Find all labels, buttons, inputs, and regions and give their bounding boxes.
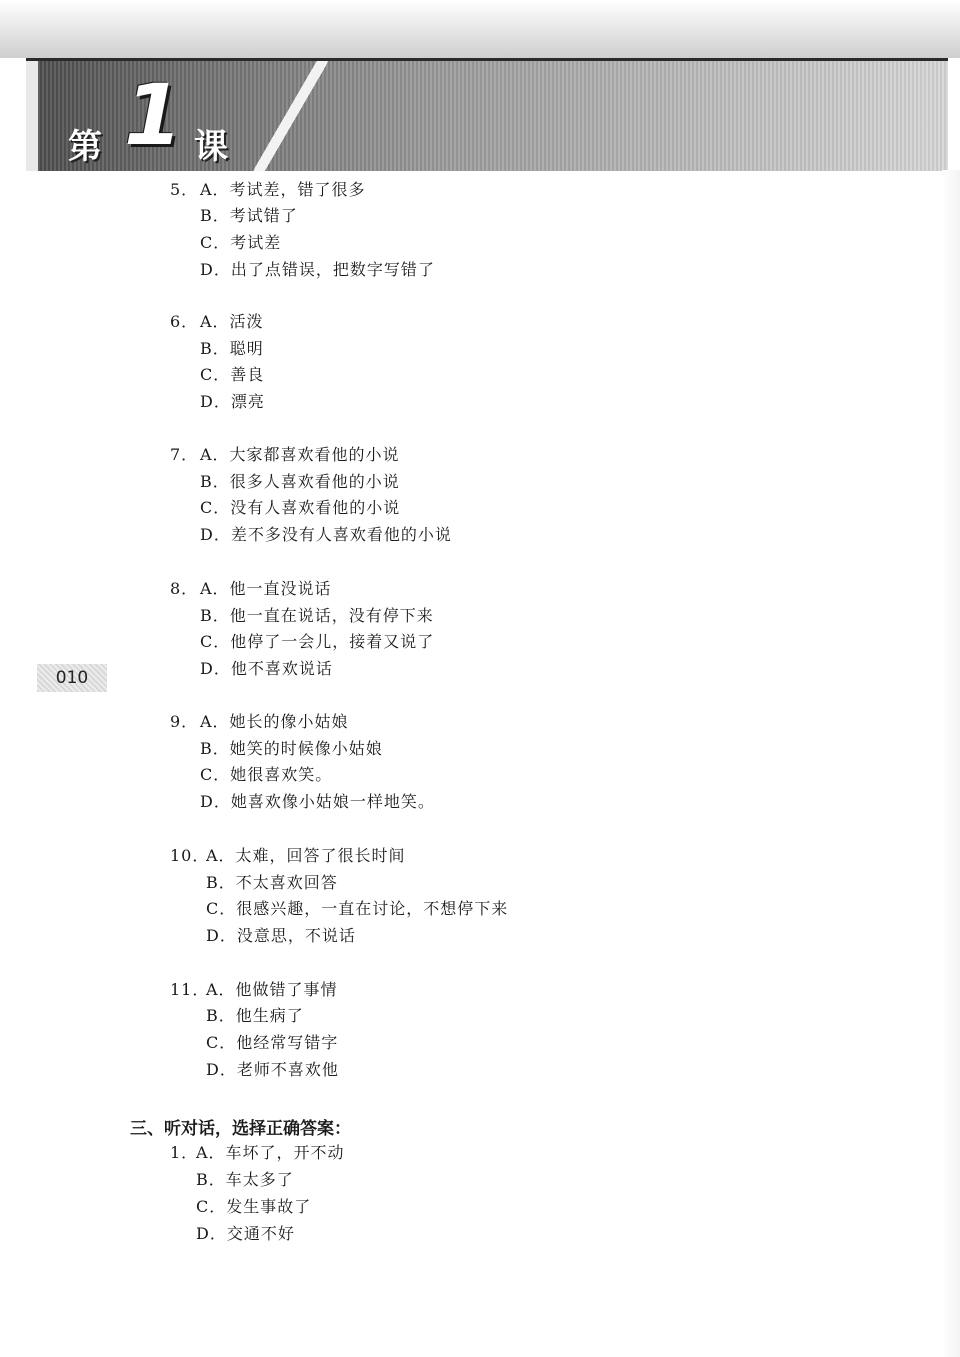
option-a: A．考试差，错了很多: [200, 180, 366, 199]
option-b: B．她笑的时候像小姑娘: [200, 739, 383, 758]
option-a: A．活泼: [200, 312, 264, 331]
option-d: D．老师不喜欢他: [206, 1060, 339, 1079]
option-b: B．车太多了: [196, 1170, 294, 1189]
option-a: A．她长的像小姑娘: [200, 712, 349, 731]
option-d: D．他不喜欢说话: [200, 659, 333, 678]
option-b: B．不太喜欢回答: [206, 873, 338, 892]
option-c: C．她很喜欢笑。: [200, 765, 333, 784]
banner-slash-decoration: [254, 61, 328, 171]
option-a: A．他一直没说话: [200, 579, 332, 598]
scan-shadow: [0, 0, 960, 58]
option-c: C．考试差: [200, 233, 282, 252]
banner-edge: [26, 61, 38, 171]
option-a: A．车坏了，开不动: [196, 1143, 345, 1162]
section-3-title: 三、听对话，选择正确答案：: [130, 1119, 351, 1139]
lesson-prefix: 第: [68, 127, 102, 167]
option-b: B．他生病了: [206, 1006, 304, 1025]
option-d: D．没意思，不说话: [206, 926, 356, 945]
option-c: C．很感兴趣，一直在讨论，不想停下来: [206, 899, 509, 918]
option-d: D．漂亮: [200, 392, 265, 411]
lesson-header-banner: [26, 58, 948, 171]
page-number: 010: [37, 664, 107, 692]
question-number: 5．: [170, 180, 199, 199]
question-number: 8．: [170, 579, 199, 598]
option-d: D．她喜欢像小姑娘一样地笑。: [200, 792, 435, 811]
question-number: 10．: [170, 846, 210, 865]
option-b: B．很多人喜欢看他的小说: [200, 472, 400, 491]
question-number: 6．: [170, 312, 199, 331]
option-c: C．他经常写错字: [206, 1033, 339, 1052]
question-number: 11．: [170, 980, 210, 999]
question-number: 1．: [170, 1143, 199, 1162]
option-d: D．差不多没有人喜欢看他的小说: [200, 525, 452, 544]
option-a: A．他做错了事情: [206, 980, 338, 999]
option-b: B．考试错了: [200, 206, 298, 225]
question-number: 9．: [170, 712, 199, 731]
option-b: B．聪明: [200, 339, 264, 358]
option-c: C．善良: [200, 365, 265, 384]
lesson-number: 1: [124, 66, 183, 164]
option-d: D．出了点错误，把数字写错了: [200, 260, 435, 279]
option-b: B．他一直在说话，没有停下来: [200, 606, 434, 625]
option-c: C．发生事故了: [196, 1197, 312, 1216]
option-c: C．他停了一会儿，接着又说了: [200, 632, 435, 651]
scan-right-edge: [942, 170, 960, 1357]
option-a: A．太难，回答了很长时间: [206, 846, 406, 865]
lesson-suffix: 课: [194, 127, 228, 167]
question-number: 7．: [170, 445, 199, 464]
option-c: C．没有人喜欢看他的小说: [200, 498, 401, 517]
option-d: D．交通不好: [196, 1224, 295, 1243]
option-a: A．大家都喜欢看他的小说: [200, 445, 400, 464]
